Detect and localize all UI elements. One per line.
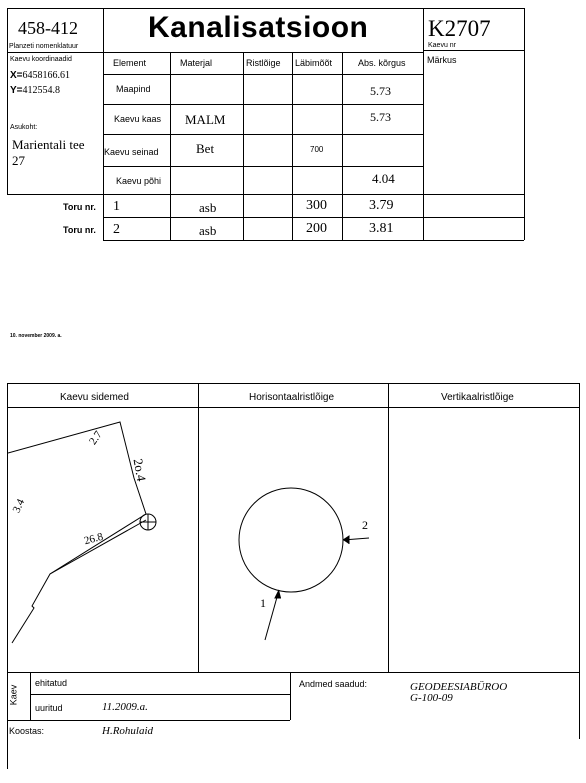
andmed-label: Andmed saadud: — [299, 679, 368, 689]
nomenclature: 458-412 — [18, 18, 78, 38]
document-date: 10. november 2009. a. — [10, 333, 62, 339]
address-label: Asukoht: — [10, 124, 38, 131]
row-abs: 5.73 — [370, 110, 391, 124]
kaev-label: Kaev — [8, 684, 19, 706]
dim-label: 26.8 — [82, 530, 105, 548]
andmed-line1: GEODEESIABÜROO — [410, 681, 508, 693]
pipe-label: Toru nr. — [63, 225, 96, 235]
coord-y-label: Y= — [10, 85, 23, 96]
uuritud-label: uuritud — [35, 703, 63, 713]
col-header-labimoot: Läbimõõt — [295, 58, 333, 68]
well-number: K2707 — [428, 16, 491, 41]
pipe-label: Toru nr. — [63, 202, 96, 212]
row-materjal: MALM — [185, 112, 226, 127]
coords-label: Kaevu koordinaadid — [10, 56, 72, 63]
row-element: Kaevu kaas — [114, 114, 162, 124]
koostas-value: H.Rohulaid — [102, 725, 154, 737]
koostas-label: Koostas: — [9, 726, 45, 736]
dim-label: 2.7 — [87, 428, 105, 448]
col-header-abs: Abs. kõrgus — [358, 58, 406, 68]
uuritud-value: 11.2009.a. — [102, 701, 148, 713]
row-labimoot: 700 — [310, 145, 324, 154]
pipe-labimoot: 200 — [306, 221, 327, 236]
col-horisontaal: Horisontaalristlõige — [249, 392, 335, 403]
col-header-ristloige: Ristlõige — [246, 58, 281, 68]
andmed-line2: G-100-09 — [410, 692, 453, 704]
nomenclature-label: Planzeti nomenklatuur — [9, 43, 79, 50]
pipe-nr: 2 — [113, 222, 120, 237]
page-title: Kanalisatsioon — [148, 11, 369, 44]
pipe-abs: 3.79 — [369, 198, 394, 213]
pipe-abs: 3.81 — [369, 221, 394, 236]
col-header-markus: Märkus — [427, 55, 457, 65]
row-element: Kaevu seinad — [104, 147, 159, 157]
row-materjal: Bet — [196, 141, 215, 156]
pipe-labimoot: 300 — [306, 198, 327, 213]
coord-y — [10, 85, 60, 96]
horizontal-section — [199, 408, 389, 673]
dim-label: 3.4 — [10, 497, 28, 515]
ehitatud-label: ehitatud — [35, 678, 68, 688]
pipe-materjal: asb — [199, 200, 217, 215]
row-abs: 5.73 — [370, 84, 391, 98]
pipe-materjal: asb — [199, 223, 217, 238]
col-vertikaal: Vertikaalristlõige — [441, 392, 514, 403]
col-kaevu-sidemed: Kaevu sidemed — [60, 392, 129, 403]
col-header-element: Element — [113, 58, 147, 68]
row-abs: 4.04 — [372, 171, 395, 186]
row-element: Kaevu põhi — [116, 176, 162, 186]
well-number-label: Kaevu nr — [428, 42, 457, 49]
address-line1: Marientali tee — [12, 137, 85, 152]
coord-y-value: 412554.8 — [22, 85, 61, 96]
pipe-nr: 1 — [113, 199, 120, 214]
pipe-marker: 2 — [362, 518, 368, 532]
col-header-materjal: Materjal — [180, 58, 213, 68]
pipe-marker: 1 — [260, 596, 266, 610]
dim-label: 2o.4 — [130, 457, 150, 483]
coord-x-value: 6458166.61 — [22, 70, 71, 81]
address-line2: 27 — [12, 153, 25, 168]
coord-x — [10, 70, 70, 81]
coord-x-label: X= — [10, 70, 23, 81]
row-element: Maapind — [116, 84, 151, 94]
